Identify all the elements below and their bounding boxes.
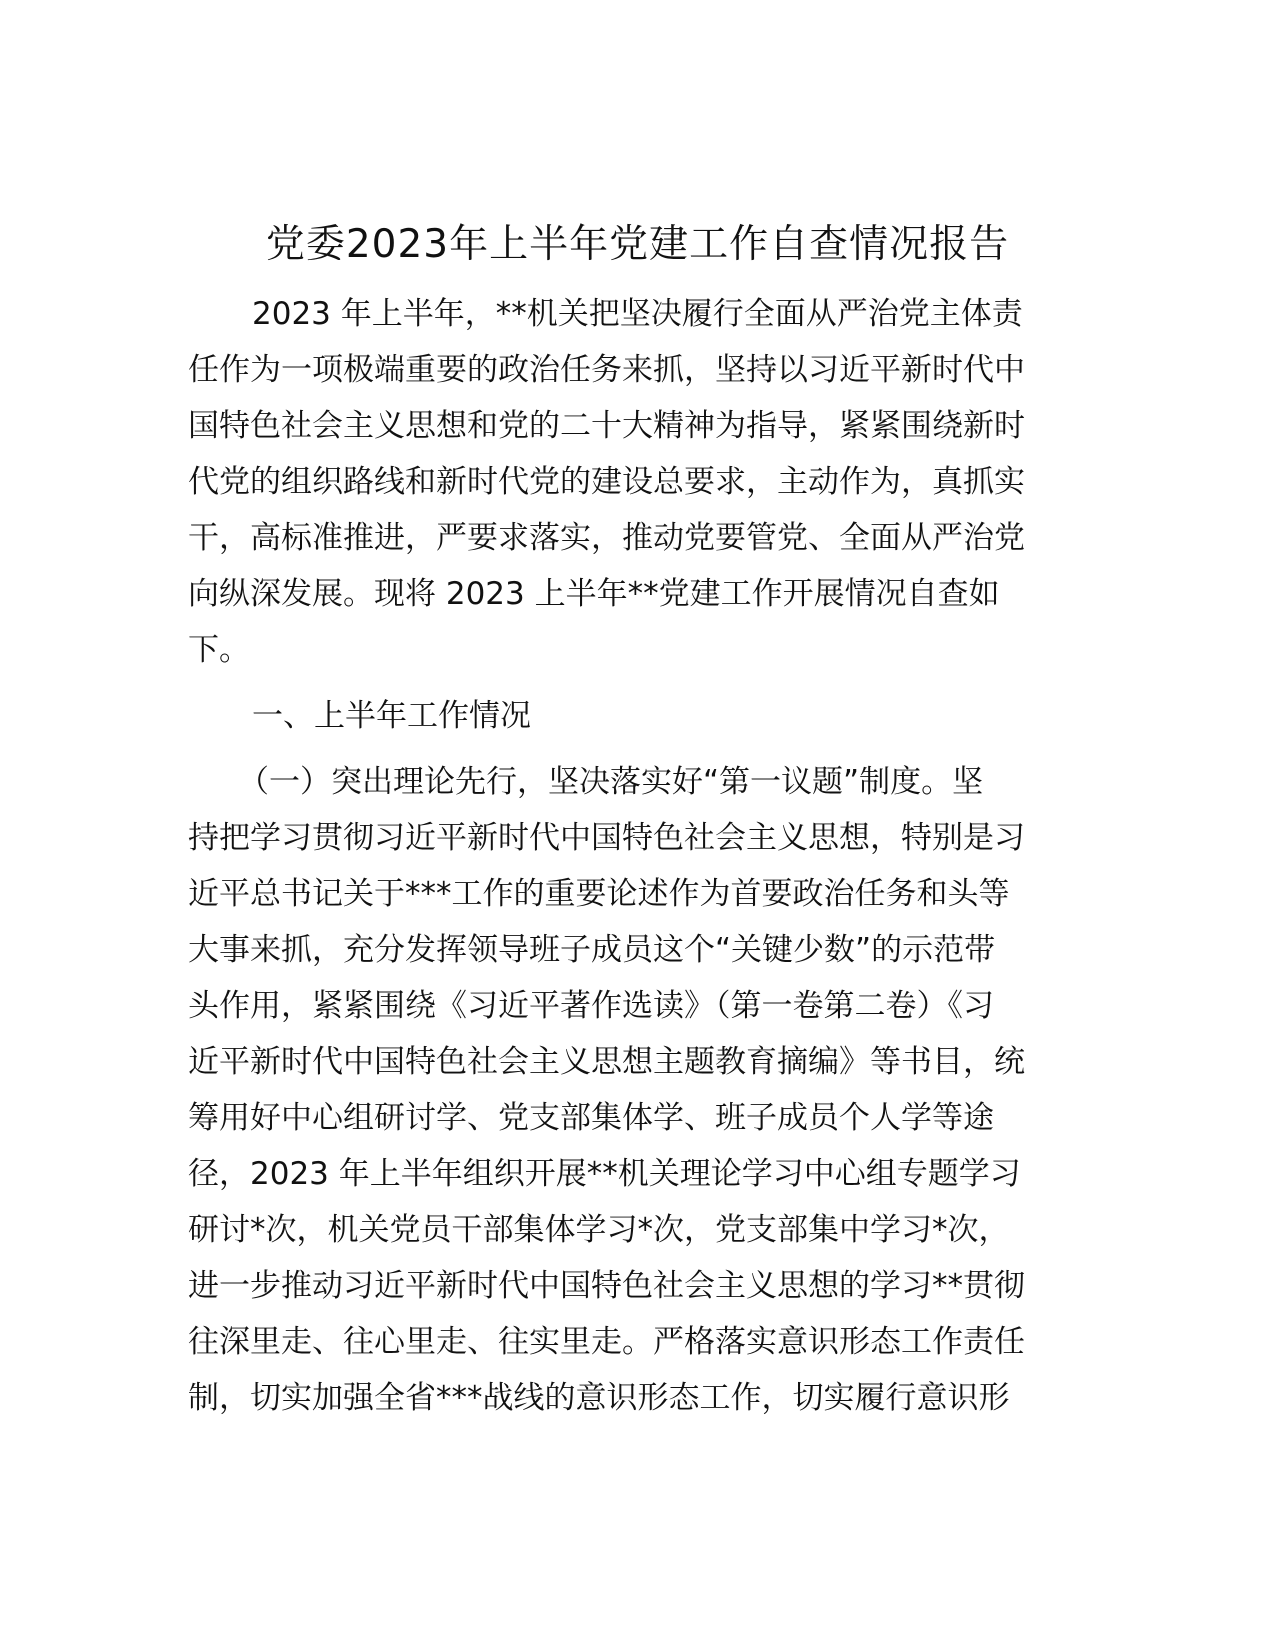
paragraph-line: 任作为一项极端重要的政治任务来抓，坚持以习近平新时代中 <box>188 352 1025 388</box>
paragraph-line: 径，2023 年上半年组织开展**机关理论学习中心组专题学习 <box>188 1156 1021 1192</box>
paragraph-line: 近平总书记关于***工作的重要论述作为首要政治任务和头等 <box>188 876 1010 912</box>
paragraph-line: 向纵深发展。现将 2023 上半年**党建工作开展情况自查如 <box>188 576 1000 612</box>
paragraph-line: 2023 年上半年，**机关把坚决履行全面从严治党主体责 <box>252 296 1023 332</box>
paragraph-line: 下。 <box>188 632 250 668</box>
paragraph-line: 代党的组织路线和新时代党的建设总要求，主动作为，真抓实 <box>188 464 1025 500</box>
paragraph-line: 制，切实加强全省***战线的意识形态工作，切实履行意识形 <box>188 1380 1010 1416</box>
paragraph-line: （一）突出理论先行，坚决落实好“第一议题”制度。坚 <box>238 764 984 800</box>
document-title: 党委2023年上半年党建工作自查情况报告 <box>265 222 1010 267</box>
paragraph-line: 筹用好中心组研讨学、党支部集体学、班子成员个人学等途 <box>188 1100 994 1136</box>
paragraph-line: 国特色社会主义思想和党的二十大精神为指导，紧紧围绕新时 <box>188 408 1025 444</box>
paragraph-line: 研讨*次，机关党员干部集体学习*次，党支部集中学习*次， <box>188 1212 1010 1248</box>
paragraph-line: 干，高标准推进，严要求落实，推动党要管党、全面从严治党 <box>188 520 1025 556</box>
section-heading: 一、上半年工作情况 <box>252 698 531 734</box>
paragraph-line: 近平新时代中国特色社会主义思想主题教育摘编》等书目，统 <box>188 1044 1025 1080</box>
paragraph-line: 大事来抓，充分发挥领导班子成员这个“关键少数”的示范带 <box>188 932 996 968</box>
paragraph-line: 往深里走、往心里走、往实里走。严格落实意识形态工作责任 <box>188 1324 1025 1360</box>
paragraph-line: 进一步推动习近平新时代中国特色社会主义思想的学习**贯彻 <box>188 1268 1025 1304</box>
paragraph-line: 持把学习贯彻习近平新时代中国特色社会主义思想，特别是习 <box>188 820 1025 856</box>
paragraph-line: 头作用，紧紧围绕《习近平著作选读》（第一卷第二卷）《习 <box>188 988 994 1024</box>
